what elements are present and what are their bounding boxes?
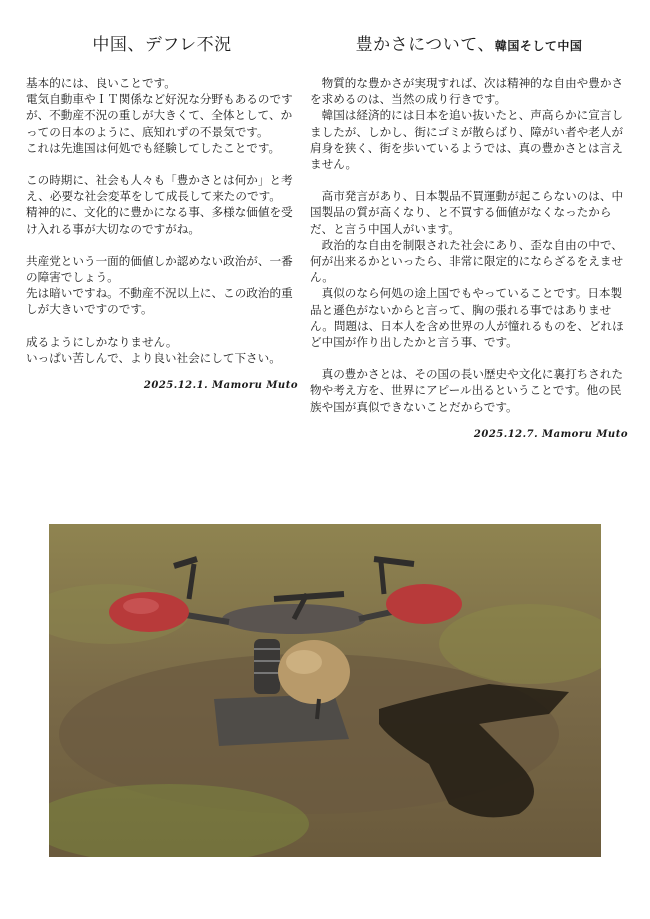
right-title-main: 豊かさについて、	[355, 35, 495, 55]
left-title: 中国、デフレ不況	[92, 35, 232, 55]
right-signature: 2025.12.7. Mamoru Muto	[473, 428, 628, 440]
seesaw-photo	[49, 524, 601, 857]
left-paragraph-4: 成るようにしかなりません。 いっぱい苦しんで、より良い社会にして下さい。	[26, 334, 281, 365]
right-title	[310, 30, 628, 55]
animal-body	[278, 640, 350, 704]
spring	[254, 639, 280, 694]
base-pad	[214, 694, 349, 746]
right-column	[310, 30, 628, 440]
left-paragraph-2: この時期に、社会も人々も「豊かさとは何か」と考え、必要な社会変革をして成長して来たのです。 精神的に、文化的に豊かになる事、多様な価値を受け入れる事が大切なのですがね。	[26, 173, 293, 236]
right-paragraph-2: 高市発言があり、日本製品不買運動が起こらないのは、中国製品の質が高くなり、と不買する価値がなくなったからだ、と言う中国人がいます。 政治的な自由を制限された社会にあり、歪な自由の中で、何が出来るかといったら、非常に限定的にならざるをえません。 真似のなら何処の途上国でもやっていることです。日本製品と遜色がないからと言って、胸の張れる事ではありません。問題は、日本人を含め世界の人が憧れるものを、どれほど中国が作り出したかと言う事、です。	[310, 189, 624, 350]
left-column	[26, 30, 298, 391]
right-paragraph-3: 真の豊かさとは、その国の長い歴史や文化に裏打ちされた物や考え方を、世界にアピール出るということです。他の民族や国が真似できないことだからです。	[310, 367, 624, 414]
left-paragraph-1: 基本的には、良いことです。 電気自動車やＩＴ関係など好況な分野もあるのですが、不動産不況の重しが大きくて、全体として、かっての日本のように、底知れずの不景気です。 これは先進国は何処でも経験してしたことです。	[26, 76, 293, 155]
right-red-seat	[386, 584, 462, 624]
right-title-small: 韓国そして中国	[494, 39, 583, 53]
left-paragraph-3: 共産党という一面的価値しか認めない政治が、一番の障害でしょう。 先は暗いですね。不動産不況以上に、この政治的重しが大きいですのです。	[26, 253, 293, 317]
left-signature: 2025.12.1. Mamoru Muto	[143, 380, 298, 392]
seesaw-illustration	[49, 524, 601, 857]
right-paragraph-1: 物質的な豊かさが実現すれば、次は精神的な自由や豊かさを求めるのは、当然の成り行きです。 韓国は経済的には日本を追い抜いたと、声高らかに宣言しましたが、しかし、街にゴミが散らばり、障がい者や老人が肩身を狭く、街を歩いているようでは、真の豊かさとは言えません。	[310, 76, 624, 172]
